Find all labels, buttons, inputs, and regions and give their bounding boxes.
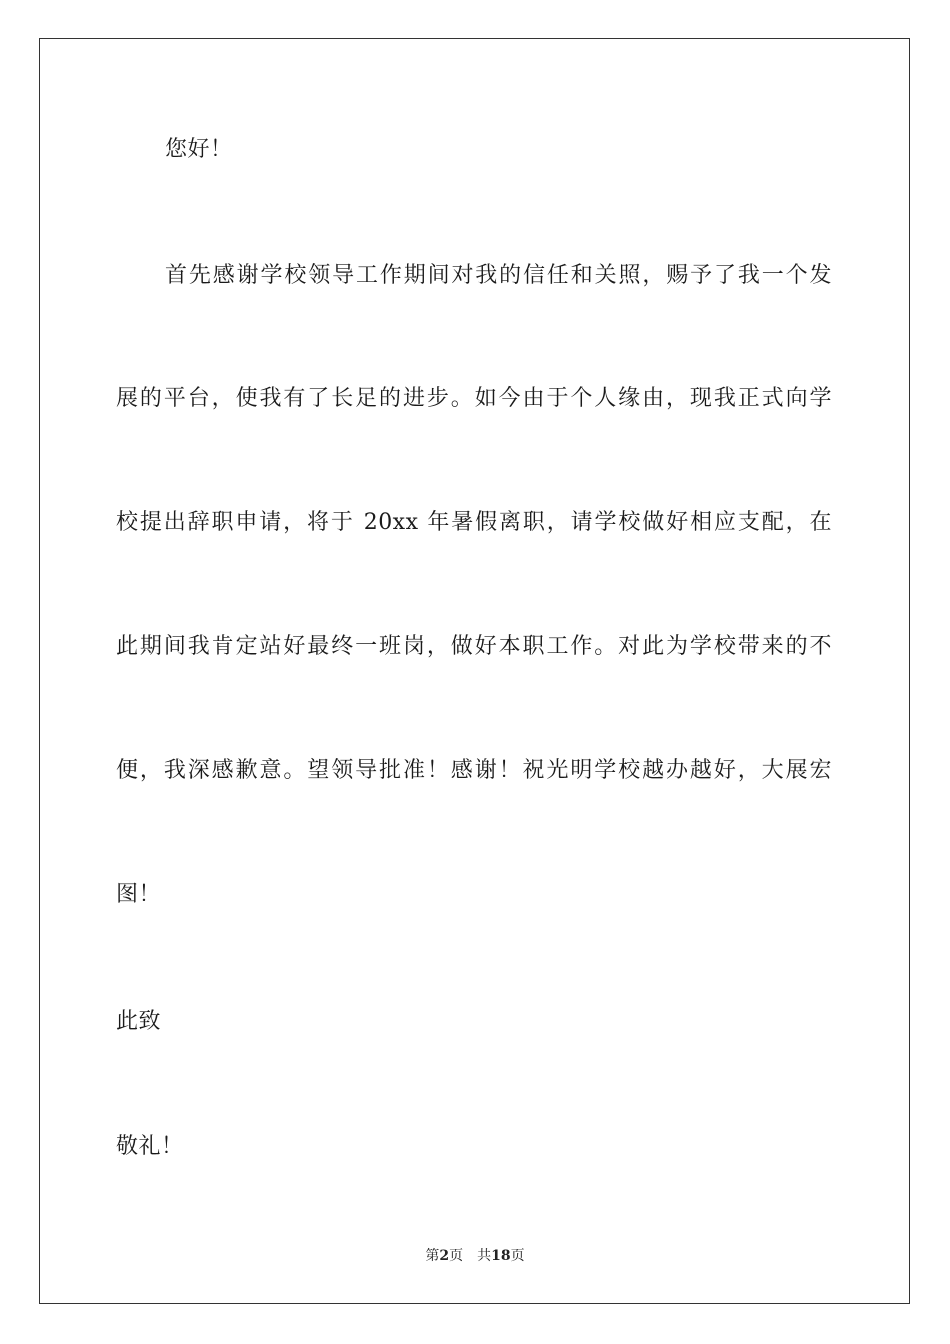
body-line-6: 图！ [116,882,162,907]
salute-line: 敬礼！ [116,1134,184,1159]
body-line-5: 便，我深感歉意。望领导批准！感谢！祝光明学校越办越好，大展宏 [116,758,832,783]
body-line-1: 首先感谢学校领导工作期间对我的信任和关照，赐予了我一个发 [165,263,832,288]
body-line-4: 此期间我肯定站好最终一班岗，做好本职工作。对此为学校带来的不 [116,634,832,659]
body-line-3: 校提出辞职申请，将于 20xx 年暑假离职，请学校做好相应支配，在 [116,510,832,535]
body-line-2: 展的平台，使我有了长足的进步。如今由于个人缘由，现我正式向学 [116,386,832,411]
footer-total-suffix: 页 [510,1248,525,1264]
footer-page-suffix: 页 [449,1248,464,1264]
footer-page-number: 2 [439,1248,450,1264]
page-footer [0,1246,950,1266]
closing-line: 此致 [116,1009,162,1034]
greeting-line: 您好！ [165,137,233,162]
page-border [39,38,910,1304]
footer-page-prefix: 第 [425,1248,440,1264]
footer-total-pages: 18 [491,1248,511,1264]
footer-total-prefix: 共 [477,1248,492,1264]
